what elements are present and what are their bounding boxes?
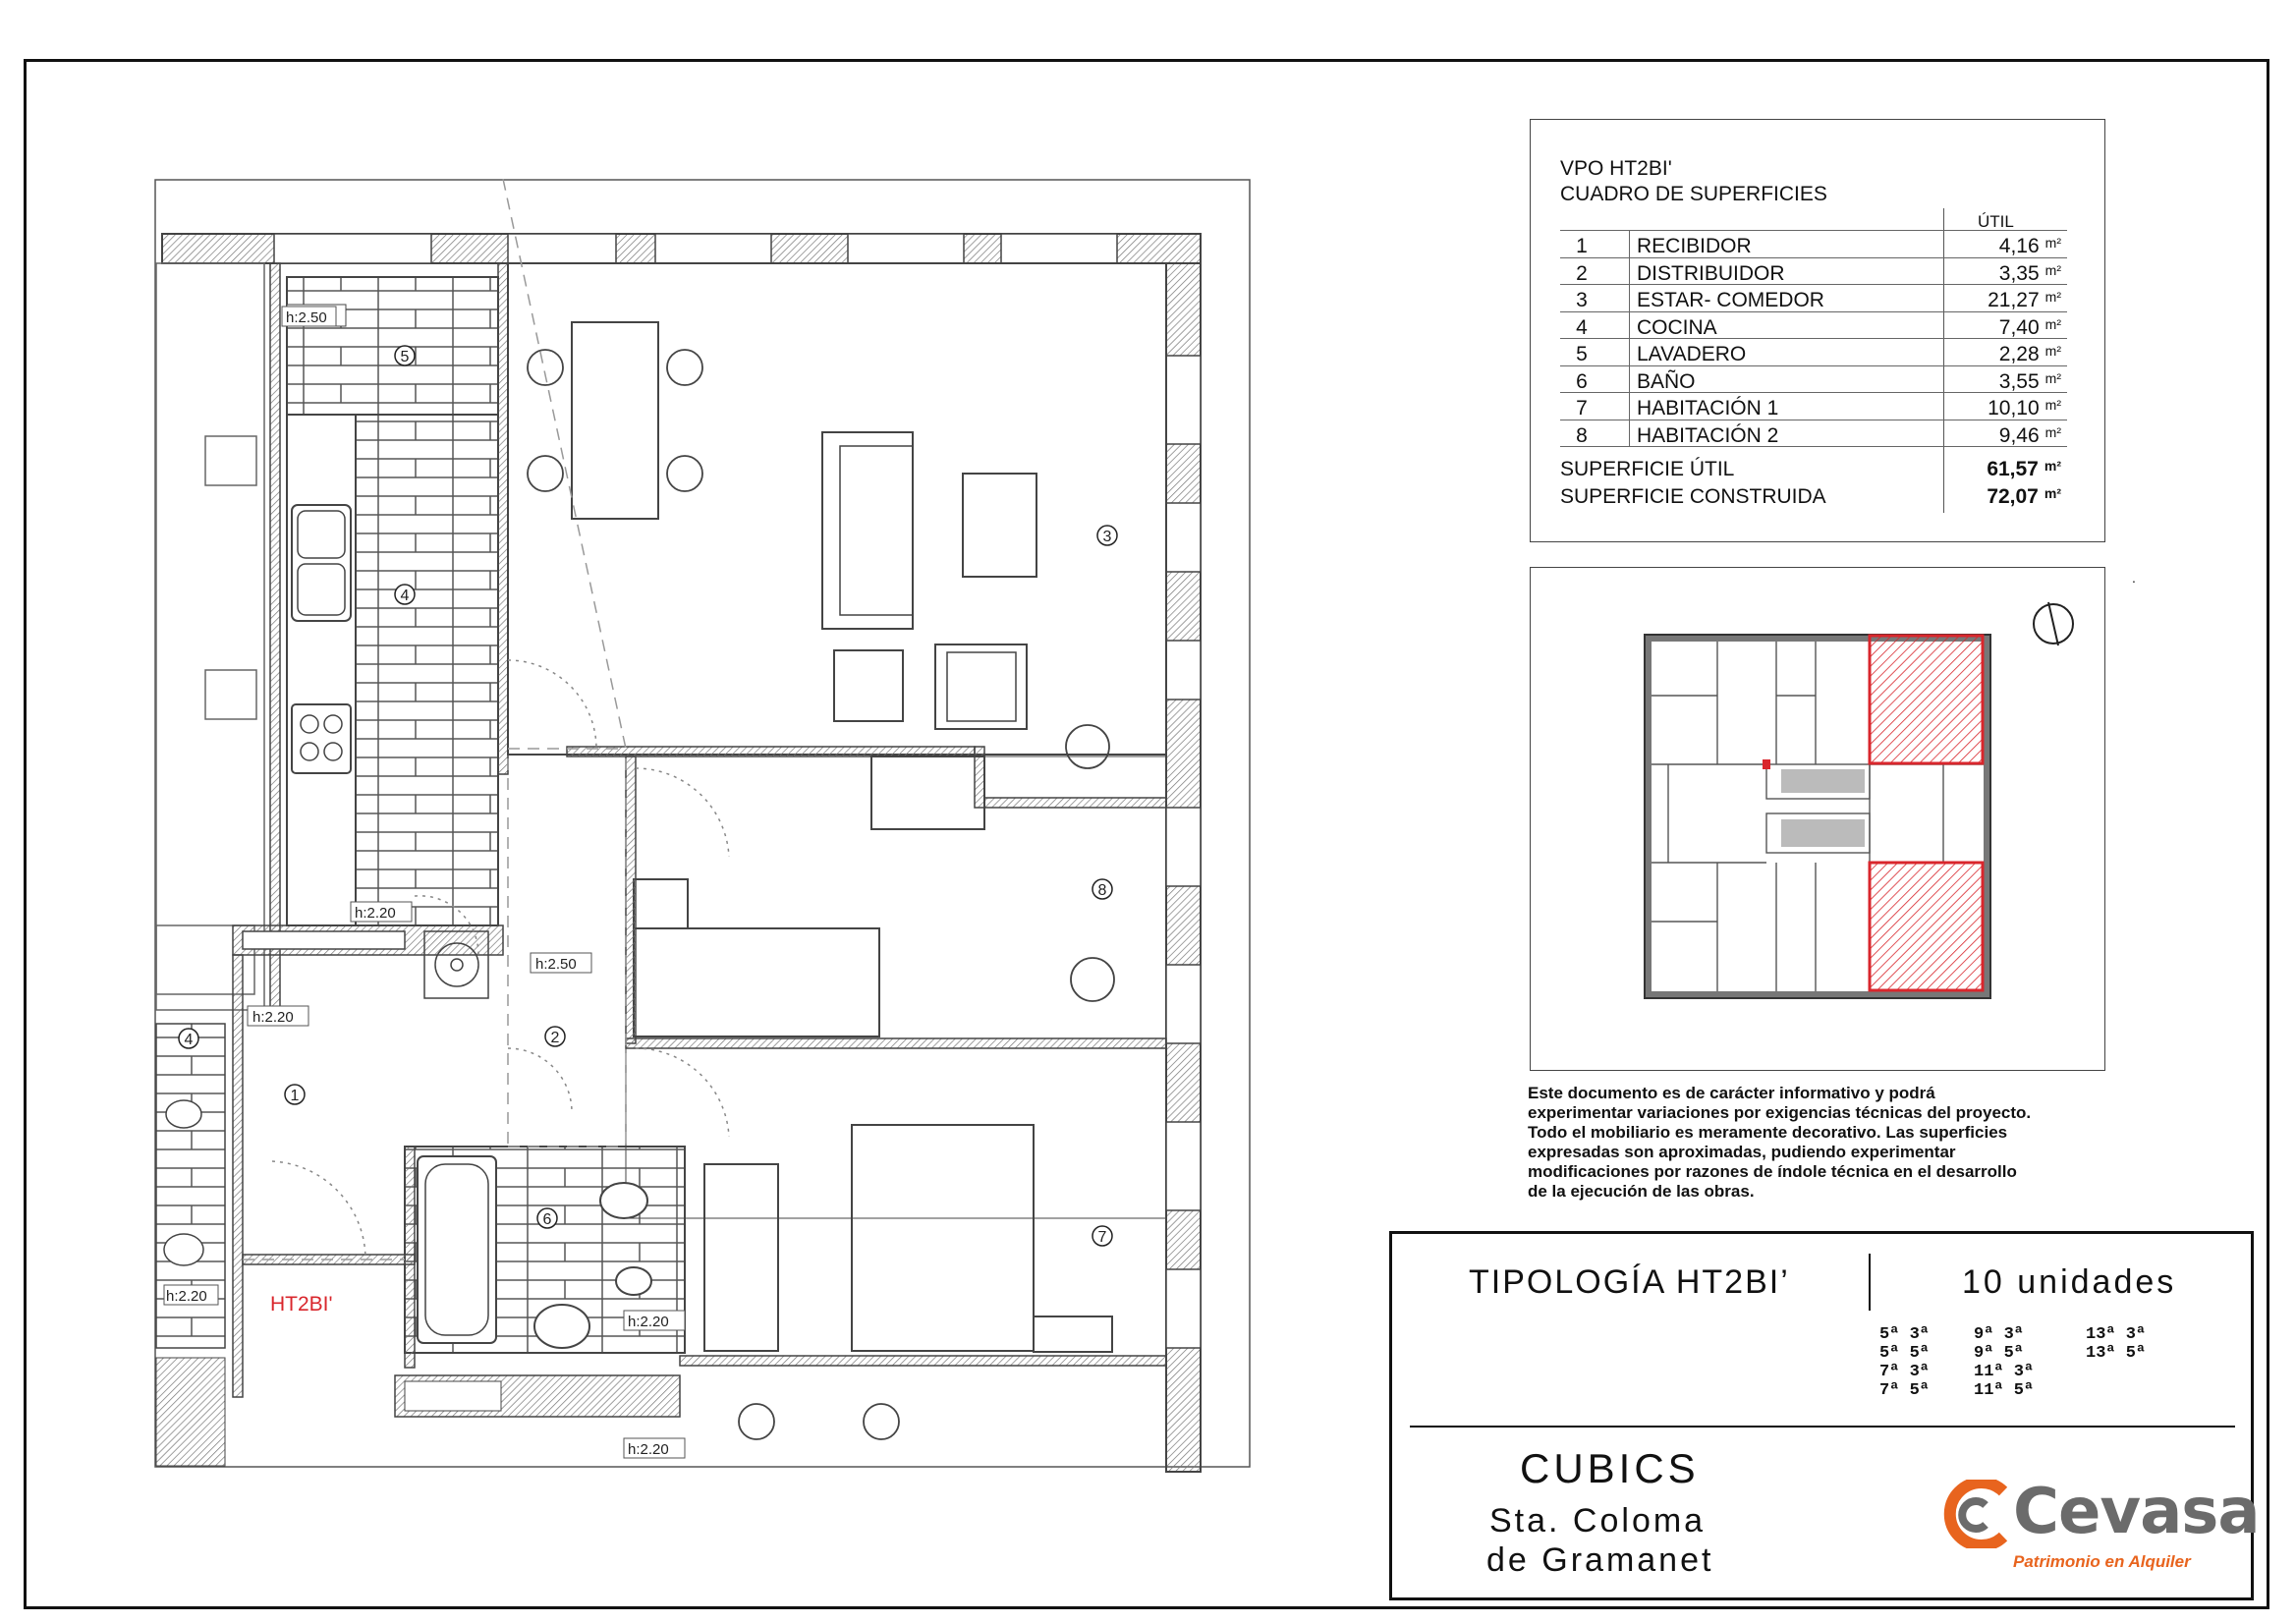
room-area: 4,16 $^{m^2}$ (1998, 235, 2061, 257)
title-block (1389, 1231, 2260, 1600)
brand-tagline: Patrimonio en Alquiler (2013, 1552, 2191, 1571)
room-number: 5 (1576, 343, 1588, 365)
room-number: 6 (1576, 369, 1588, 393)
stray-dot: . (2132, 570, 2136, 586)
room-number-label: 6 (542, 1211, 552, 1228)
title-block-divider (1410, 1426, 2235, 1428)
height-label: h:2.20 (166, 1288, 207, 1305)
cevasa-logo (1942, 1470, 2260, 1578)
room-number-label: 7 (1097, 1229, 1107, 1246)
room-name: RECIBIDOR (1637, 235, 1752, 257)
disclaimer-line: de la ejecución de las obras. (1528, 1182, 1755, 1201)
room-name: DISTRIBUIDOR (1637, 261, 1785, 285)
total-built-value: 72,07 $^{m^2}$ (1987, 485, 2061, 508)
total-built-label: SUPERFICIE CONSTRUIDA (1560, 485, 1826, 508)
room-number-label: 2 (550, 1030, 560, 1046)
height-label: h:2.20 (628, 1314, 669, 1330)
surface-row (1560, 365, 2067, 393)
floor-entry: 11ª 3ª (1974, 1363, 2035, 1381)
key-plan (1530, 567, 2105, 1071)
total-util-value: 61,57 $^{m^2}$ (1987, 458, 2061, 480)
floor-entry: 9ª 5ª (1974, 1344, 2025, 1363)
room-name: LAVADERO (1637, 343, 1747, 365)
row-divider (1629, 231, 1630, 257)
building-key-plan (1531, 568, 2106, 1072)
brand-name: Cevasa (2013, 1476, 2260, 1548)
unit-label: HT2BI' (270, 1293, 333, 1316)
floor-entry: 5ª 5ª (1879, 1344, 1931, 1363)
room-number: 4 (1576, 315, 1588, 339)
room-name: HABITACIÓN 2 (1637, 423, 1779, 447)
total-built-row (1560, 481, 2067, 509)
room-number-label: 1 (290, 1088, 300, 1104)
title-divider (1869, 1254, 1871, 1311)
floor-entry: 13ª 5ª (2086, 1344, 2147, 1363)
room-number: 3 (1576, 289, 1588, 311)
room-number-label: 4 (400, 588, 410, 604)
surfaces-table (1530, 119, 2105, 542)
row-divider (1629, 312, 1630, 339)
floors-column-3 (2086, 1325, 2146, 1363)
floor-entry: 7ª 5ª (1879, 1381, 1931, 1400)
total-util-label: SUPERFICIE ÚTIL (1560, 458, 1735, 480)
surface-row (1560, 338, 2067, 365)
column-header-util: ÚTIL (1978, 212, 2014, 231)
disclaimer-line: modificaciones por razones de índole técnica en el desarrollo (1528, 1162, 2017, 1181)
room-number: 8 (1576, 423, 1588, 447)
surface-row (1560, 257, 2067, 285)
disclaimer-line: experimentar variaciones por exigencias técnicas del proyecto. (1528, 1103, 2032, 1122)
surface-row (1560, 392, 2067, 420)
room-number: 1 (1576, 235, 1588, 257)
floor-plan (154, 179, 1255, 1476)
room-area: 2,28 $^{m^2}$ (1998, 343, 2061, 365)
room-number-label: 3 (1102, 529, 1112, 545)
room-number-label: 5 (400, 349, 410, 365)
row-divider (1629, 366, 1630, 393)
surfaces-subtitle: CUADRO DE SUPERFICIES (1560, 183, 1827, 205)
room-name: BAÑO (1637, 369, 1696, 393)
floor-entry: 9ª 3ª (1974, 1325, 2025, 1344)
height-label: h:2.20 (355, 905, 396, 922)
highlighted-unit-bottom (1870, 863, 1983, 990)
rows-bottom-rule (1560, 446, 2067, 447)
room-number-label: 4 (184, 1032, 194, 1048)
disclaimer-line: expresadas son aproximadas, pudiendo experimentar (1528, 1143, 1956, 1161)
row-divider (1629, 393, 1630, 420)
room-area: 3,55 $^{m^2}$ (1998, 369, 2061, 393)
disclaimer-text (1528, 1084, 2117, 1202)
room-name: HABITACIÓN 1 (1637, 397, 1779, 420)
row-divider (1629, 420, 1630, 447)
surface-row (1560, 311, 2067, 339)
project-name: CUBICS (1520, 1445, 1700, 1491)
floor-entry: 7ª 3ª (1879, 1363, 1931, 1381)
surfaces-title: VPO HT2BI' (1560, 157, 1672, 180)
highlighted-unit-top (1870, 636, 1983, 763)
tipologia-title: TIPOLOGÍA HT2BI’ (1469, 1263, 1790, 1301)
room-area: 10,10 $^{m^2}$ (1988, 397, 2061, 420)
height-label: h:2.20 (252, 1009, 294, 1026)
room-area: 21,27 $^{m^2}$ (1988, 289, 2061, 311)
surface-row (1560, 420, 2067, 447)
row-divider (1629, 285, 1630, 311)
room-number-label: 8 (1097, 882, 1107, 899)
row-divider (1629, 258, 1630, 285)
units-count: 10 unidades (1962, 1263, 2177, 1301)
north-arrow-icon (2034, 602, 2073, 645)
city-line-2: de Gramanet (1486, 1541, 1714, 1579)
disclaimer-line: Este documento es de carácter informativo y podrá (1528, 1084, 1935, 1102)
room-area: 7,40 $^{m^2}$ (1998, 315, 2061, 339)
room-area: 3,35 $^{m^2}$ (1998, 261, 2061, 285)
height-label: h:2.20 (628, 1441, 669, 1458)
disclaimer-line: Todo el mobiliario es meramente decorativo. Las superficies (1528, 1123, 2008, 1142)
floor-entry: 13ª 3ª (2086, 1325, 2147, 1344)
room-name: ESTAR- COMEDOR (1637, 289, 1824, 311)
total-util-row (1560, 454, 2067, 481)
row-divider (1629, 339, 1630, 365)
height-label: h:2.50 (535, 956, 577, 973)
height-label: h:2.50 (286, 309, 327, 326)
floor-entry: 11ª 5ª (1974, 1381, 2035, 1400)
room-name: COCINA (1637, 315, 1717, 339)
room-area: 9,46 $^{m^2}$ (1998, 423, 2061, 447)
floors-column-1 (1879, 1325, 1930, 1400)
room-number: 7 (1576, 397, 1588, 420)
city-line-1: Sta. Coloma (1489, 1502, 1707, 1540)
floors-column-2 (1974, 1325, 2034, 1400)
floor-entry: 5ª 3ª (1879, 1325, 1931, 1344)
room-number: 2 (1576, 261, 1588, 285)
cevasa-logo-icon (1942, 1480, 2011, 1548)
surface-row (1560, 284, 2067, 311)
surface-row (1560, 230, 2067, 257)
